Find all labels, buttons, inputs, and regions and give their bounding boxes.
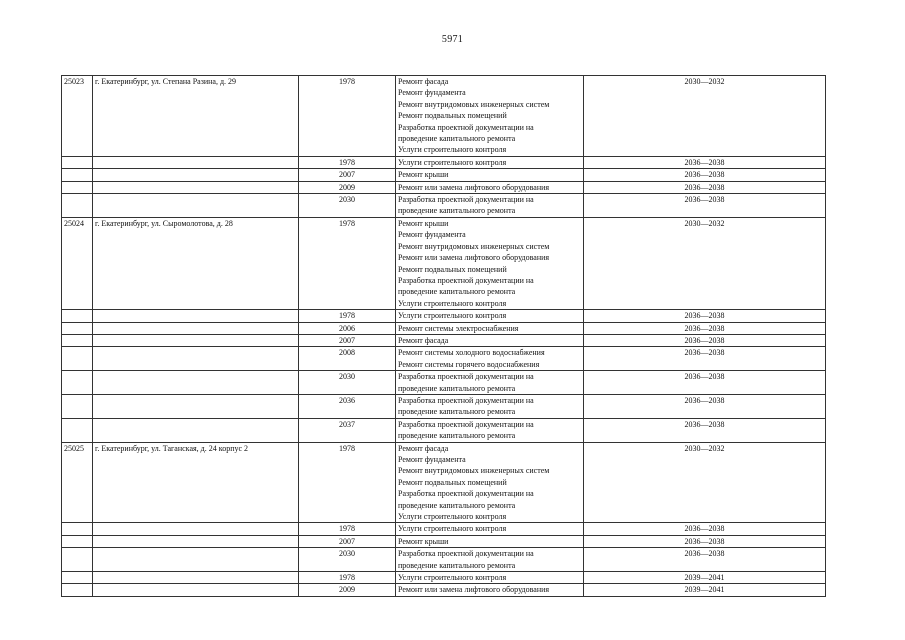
work-item: Ремонт системы электроснабжения — [398, 323, 519, 333]
record-number — [62, 156, 93, 168]
year-cell: 2036 — [299, 394, 396, 418]
table-row — [62, 572, 826, 584]
year-cell: 2009 — [299, 181, 396, 193]
building-address — [93, 523, 299, 535]
record-number — [62, 394, 93, 418]
table-row — [62, 76, 826, 157]
work-item: Ремонт подвальных помещений — [398, 477, 507, 487]
work-item: проведение капитального ремонта — [398, 500, 516, 510]
works-cell — [396, 371, 584, 395]
work-item: Услуги строительного контроля — [398, 145, 507, 155]
works-cell — [396, 217, 584, 309]
work-item: Ремонт фундамента — [398, 455, 466, 464]
period-cell: 2036—2038 — [584, 347, 826, 371]
works-cell — [396, 442, 584, 523]
record-number — [62, 310, 93, 322]
work-item: Разработка проектной документации на — [398, 195, 534, 205]
record-number — [62, 181, 93, 193]
works-cell — [396, 394, 584, 418]
works-cell — [396, 194, 584, 218]
work-item: проведение капитального ремонта — [398, 206, 516, 216]
table-row — [62, 217, 826, 309]
record-number — [62, 371, 93, 395]
work-item: проведение капитального ремонта — [398, 560, 516, 570]
building-address — [93, 194, 299, 218]
year-cell: 2007 — [299, 535, 396, 547]
building-address: г. Екатеринбург, ул. Таганская, д. 24 корпус 2 — [93, 442, 299, 523]
year-cell: 1978 — [299, 572, 396, 584]
work-item: Ремонт фасада — [398, 77, 449, 86]
work-item: Ремонт системы горячего водоснабжения — [398, 359, 540, 369]
work-item: Ремонт системы холодного водоснабжения — [398, 348, 545, 358]
works-cell — [396, 347, 584, 371]
work-item: Ремонт фундамента — [398, 88, 466, 98]
work-item: Ремонт внутридомовых инженерных систем — [398, 99, 550, 109]
building-address — [93, 535, 299, 547]
building-address — [93, 572, 299, 584]
year-cell: 1978 — [299, 523, 396, 535]
table-row — [62, 169, 826, 181]
work-item: Ремонт крыши — [398, 170, 449, 180]
record-number — [62, 572, 93, 584]
record-number — [62, 523, 93, 535]
building-address: г. Екатеринбург, ул. Степана Разина, д. 29 — [93, 76, 299, 157]
period-cell: 2030—2032 — [584, 76, 826, 157]
work-item: Ремонт крыши — [398, 536, 449, 546]
period-cell: 2039—2041 — [584, 584, 826, 596]
period-cell: 2036—2038 — [584, 181, 826, 193]
period-cell: 2039—2041 — [584, 572, 826, 584]
record-number — [62, 347, 93, 371]
works-cell — [396, 584, 584, 596]
works-cell — [396, 548, 584, 572]
work-item: проведение капитального ремонта — [398, 431, 516, 441]
work-item: Разработка проектной документации на — [398, 372, 534, 382]
record-number — [62, 418, 93, 442]
record-number — [62, 334, 93, 346]
work-item: Услуги строительного контроля — [398, 157, 507, 167]
year-cell: 2030 — [299, 548, 396, 572]
work-item: Услуги строительного контроля — [398, 298, 507, 308]
works-cell — [396, 156, 584, 168]
work-item: проведение капитального ремонта — [398, 407, 516, 417]
works-cell — [396, 523, 584, 535]
year-cell: 2007 — [299, 169, 396, 181]
work-item: Услуги строительного контроля — [398, 311, 507, 321]
year-cell: 1978 — [299, 310, 396, 322]
building-address — [93, 181, 299, 193]
work-item: проведение капитального ремонта — [398, 383, 516, 393]
record-number: 25024 — [62, 217, 93, 309]
table-row — [62, 535, 826, 547]
period-cell: 2030—2032 — [584, 217, 826, 309]
work-item: Ремонт внутридомовых инженерных систем — [398, 466, 550, 476]
year-cell: 1978 — [299, 442, 396, 523]
building-address — [93, 169, 299, 181]
work-item: Разработка проектной документации на — [398, 489, 534, 499]
period-cell: 2036—2038 — [584, 194, 826, 218]
work-item: Услуги строительного контроля — [398, 524, 507, 534]
work-item: Ремонт или замена лифтового оборудования — [398, 585, 550, 595]
building-address — [93, 418, 299, 442]
building-address — [93, 584, 299, 596]
period-cell: 2036—2038 — [584, 156, 826, 168]
table-row — [62, 442, 826, 523]
work-item: Ремонт или замена лифтового оборудования — [398, 182, 550, 192]
table-row — [62, 347, 826, 371]
table-row — [62, 322, 826, 334]
work-item: Услуги строительного контроля — [398, 573, 507, 583]
repair-schedule-body — [62, 76, 826, 597]
building-address — [93, 310, 299, 322]
table-row — [62, 194, 826, 218]
table-row — [62, 418, 826, 442]
work-item: проведение капитального ремонта — [398, 287, 516, 297]
works-cell — [396, 310, 584, 322]
building-address — [93, 334, 299, 346]
works-cell — [396, 535, 584, 547]
record-number: 25023 — [62, 76, 93, 157]
building-address — [93, 548, 299, 572]
period-cell: 2030—2032 — [584, 442, 826, 523]
year-cell: 1978 — [299, 217, 396, 309]
works-cell — [396, 334, 584, 346]
period-cell: 2036—2038 — [584, 371, 826, 395]
table-row — [62, 181, 826, 193]
work-item: Разработка проектной документации на — [398, 419, 534, 429]
year-cell: 2009 — [299, 584, 396, 596]
work-item: Разработка проектной документации на — [398, 549, 534, 559]
table-row — [62, 523, 826, 535]
table-row — [62, 310, 826, 322]
year-cell: 1978 — [299, 156, 396, 168]
record-number: 25025 — [62, 442, 93, 523]
work-item: Разработка проектной документации на — [398, 275, 534, 285]
work-item: Ремонт фундамента — [398, 230, 466, 240]
work-item: Ремонт или замена лифтового оборудования — [398, 253, 550, 263]
work-item: Ремонт внутридомовых инженерных систем — [398, 241, 550, 251]
works-cell — [396, 181, 584, 193]
building-address: г. Екатеринбург, ул. Сыромолотова, д. 28 — [93, 217, 299, 309]
period-cell: 2036—2038 — [584, 322, 826, 334]
period-cell: 2036—2038 — [584, 169, 826, 181]
repair-schedule-table — [61, 75, 826, 597]
period-cell: 2036—2038 — [584, 548, 826, 572]
work-item: проведение капитального ремонта — [398, 134, 516, 144]
work-item: Ремонт фасада — [398, 335, 449, 345]
work-item: Ремонт фасада — [398, 443, 449, 453]
period-cell: 2036—2038 — [584, 523, 826, 535]
table-row — [62, 156, 826, 168]
building-address — [93, 347, 299, 371]
record-number — [62, 535, 93, 547]
period-cell: 2036—2038 — [584, 394, 826, 418]
record-number — [62, 322, 93, 334]
year-cell: 2006 — [299, 322, 396, 334]
page-number: 5971 — [441, 34, 464, 45]
table-row — [62, 371, 826, 395]
period-cell: 2036—2038 — [584, 535, 826, 547]
works-cell — [396, 418, 584, 442]
year-cell: 2007 — [299, 334, 396, 346]
table-row — [62, 548, 826, 572]
table-row — [62, 584, 826, 596]
work-item: Ремонт подвальных помещений — [398, 264, 507, 274]
works-cell — [396, 169, 584, 181]
work-item: Ремонт крыши — [398, 218, 449, 228]
year-cell: 2030 — [299, 371, 396, 395]
work-item: Услуги строительного контроля — [398, 512, 507, 522]
works-cell — [396, 322, 584, 334]
building-address — [93, 322, 299, 334]
year-cell: 2030 — [299, 194, 396, 218]
period-cell: 2036—2038 — [584, 334, 826, 346]
year-cell: 2008 — [299, 347, 396, 371]
work-item: Разработка проектной документации на — [398, 122, 534, 132]
period-cell: 2036—2038 — [584, 418, 826, 442]
work-item: Ремонт подвальных помещений — [398, 111, 507, 121]
table-row — [62, 334, 826, 346]
period-cell: 2036—2038 — [584, 310, 826, 322]
record-number — [62, 584, 93, 596]
work-item: Разработка проектной документации на — [398, 395, 534, 405]
year-cell: 2037 — [299, 418, 396, 442]
building-address — [93, 371, 299, 395]
table-row — [62, 394, 826, 418]
record-number — [62, 548, 93, 572]
record-number — [62, 194, 93, 218]
works-cell — [396, 572, 584, 584]
record-number — [62, 169, 93, 181]
year-cell: 1978 — [299, 76, 396, 157]
building-address — [93, 156, 299, 168]
works-cell — [396, 76, 584, 157]
building-address — [93, 394, 299, 418]
